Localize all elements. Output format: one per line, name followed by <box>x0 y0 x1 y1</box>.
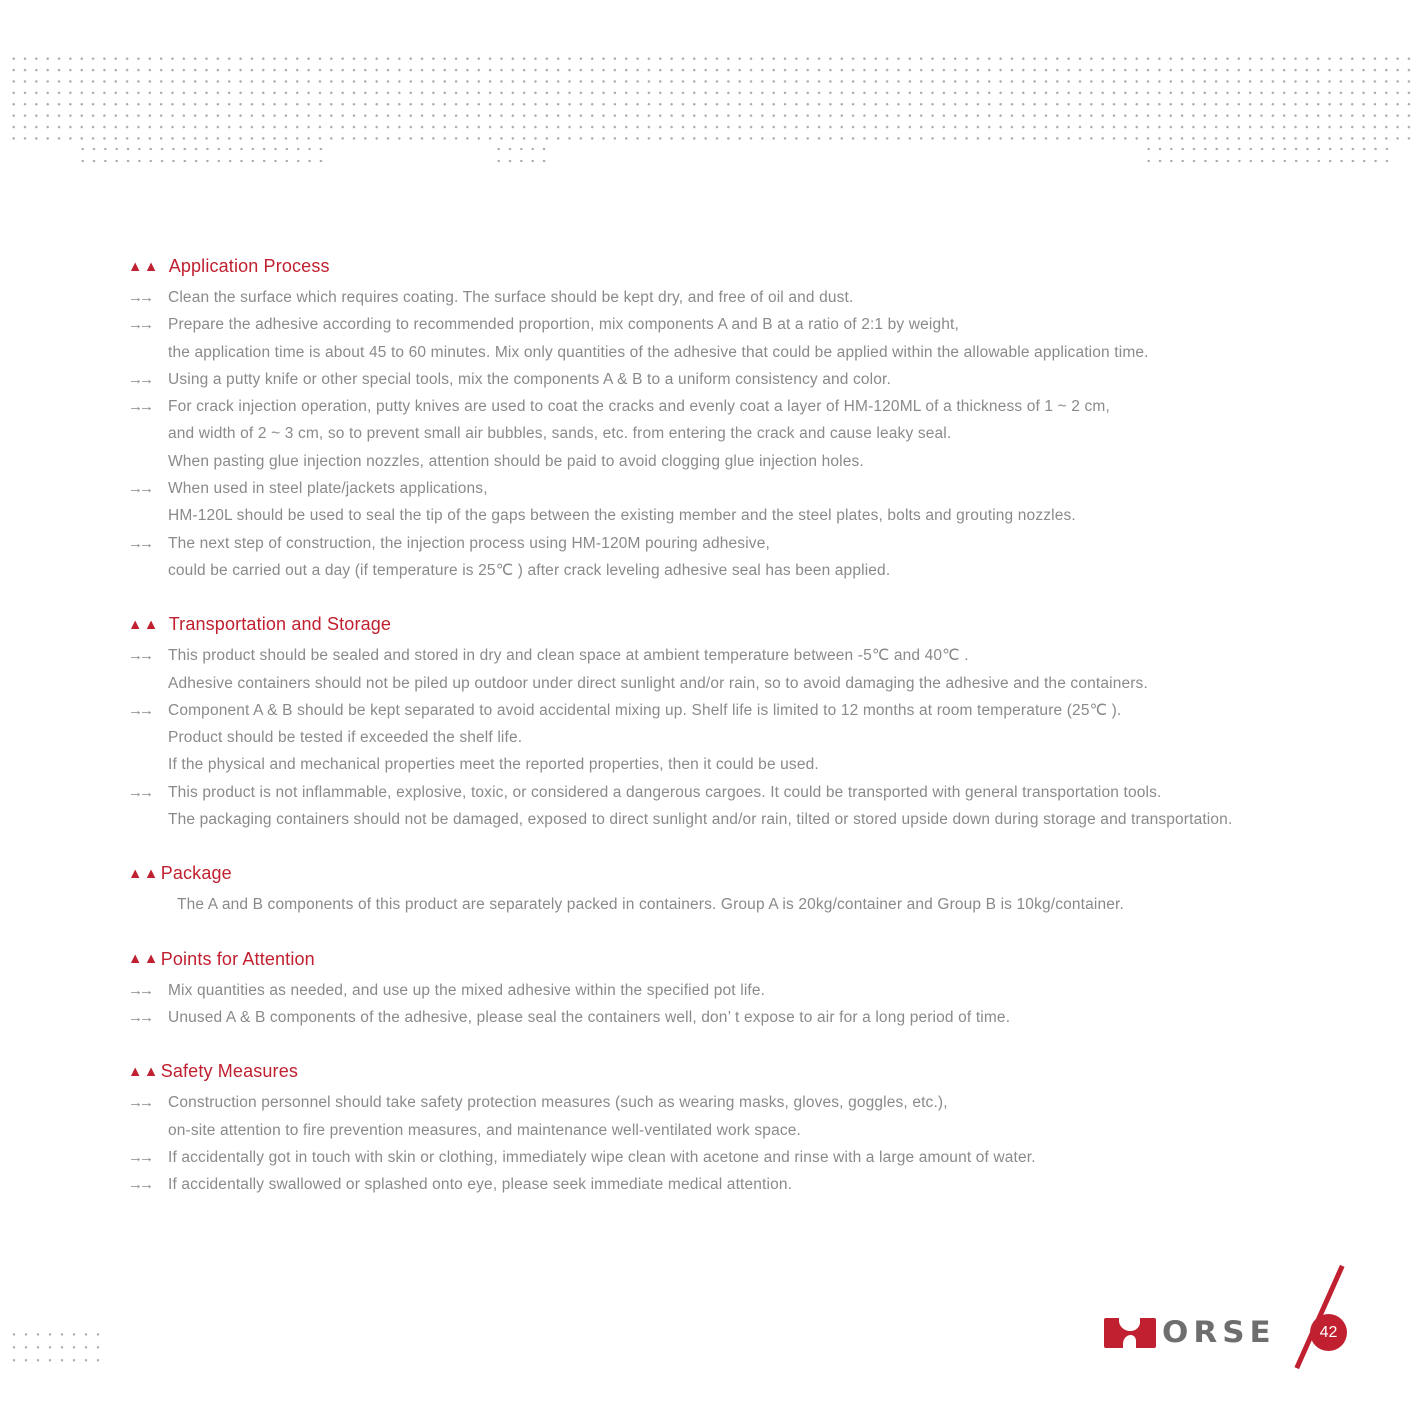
section-lines <box>128 642 1410 833</box>
text-line <box>128 475 1410 502</box>
section-marker-icon: ▲▲ <box>128 951 160 968</box>
bullet-arrow-icon <box>128 502 168 529</box>
top-dot-pattern <box>6 51 1411 141</box>
top-dot-pattern-extension-middle <box>491 141 551 165</box>
line-text: Unused A & B components of the adhesive, please seal the containers well, don’ t expose to air for a long period of time. <box>168 1008 1011 1026</box>
bullet-arrow-icon: →→ <box>128 534 150 552</box>
bullet-arrow-icon: →→ <box>128 701 150 719</box>
section <box>128 256 1410 584</box>
text-line <box>128 420 1410 447</box>
line-text: If accidentally got in touch with skin or clothing, immediately wipe clean with acetone and rinse with a large amount of water. <box>168 1148 1036 1166</box>
section-title: Package <box>160 863 232 884</box>
line-text: Clean the surface which requires coating. The surface should be kept dry, and free of oil and dust. <box>168 289 854 306</box>
line-text: HM-120L should be used to seal the tip of the gaps between the existing member and the steel plates, bolts and grouting nozzles. <box>168 507 1076 525</box>
section-lines <box>128 977 1410 1032</box>
line-text: Using a putty knife or other special tools, mix the components A & B to a uniform consistency and color. <box>168 370 891 388</box>
line-text: Prepare the adhesive according to recommended proportion, mix components A and B at a ratio of 2:1 by weight, <box>168 316 959 334</box>
bullet-arrow-icon: →→ <box>128 316 150 334</box>
line-text: For crack injection operation, putty knives are used to coat the cracks and evenly coat a layer of HM-120ML of a thickness of 1 ~ 2 cm, <box>168 398 1110 416</box>
logo-text: ORSE <box>1162 1315 1276 1350</box>
section-heading <box>128 1061 1410 1082</box>
section-marker-icon: ▲▲ <box>128 866 160 883</box>
text-line <box>128 977 1410 1004</box>
text-line <box>128 891 1410 918</box>
top-dot-pattern-extension-right <box>1141 141 1397 165</box>
line-text: and width of 2 ~ 3 cm, so to prevent small air bubbles, sands, etc. from entering the crack and cause leaky seal. <box>168 425 952 443</box>
line-text: This product should be sealed and stored in dry and clean space at ambient temperature between -5℃ and 40℃ . <box>168 647 969 665</box>
line-text: This product is not inflammable, explosive, toxic, or considered a dangerous cargoes. It could be transported with general transportation tools. <box>168 783 1162 801</box>
text-line <box>128 806 1410 833</box>
text-line <box>128 557 1410 584</box>
bullet-arrow-icon <box>128 448 168 475</box>
line-text: on-site attention to fire prevention measures, and maintenance well-ventilated work space. <box>168 1121 801 1139</box>
bottom-left-dot-pattern <box>6 1326 102 1365</box>
section-marker-icon: ▲▲ <box>128 1063 160 1080</box>
section-title: Application Process <box>168 256 330 276</box>
bullet-arrow-icon: →→ <box>128 1176 150 1194</box>
line-text: Construction personnel should take safety protection measures (such as wearing masks, gloves, goggles, etc.), <box>168 1094 948 1112</box>
bullet-arrow-icon: →→ <box>128 1148 150 1166</box>
bullet-arrow-icon: →→ <box>128 480 150 498</box>
section-title: Points for Attention <box>160 948 315 969</box>
bullet-arrow-icon <box>128 670 168 697</box>
line-text: Adhesive containers should not be piled up outdoor under direct sunlight and/or rain, so to avoid damaging the adhesive and the containers. <box>168 674 1148 692</box>
text-line <box>128 1171 1410 1198</box>
bullet-arrow-icon <box>128 1117 168 1144</box>
text-line <box>128 751 1410 778</box>
bullet-arrow-icon <box>128 557 168 584</box>
bullet-arrow-icon <box>128 724 168 751</box>
line-text: The A and B components of this product are separately packed in containers. Group A is 20kg/container and Group B is 10kg/container. <box>177 896 1124 914</box>
line-text: When pasting glue injection nozzles, attention should be paid to avoid clogging glue injection holes. <box>168 452 864 470</box>
section <box>128 1061 1410 1198</box>
line-text: the application time is about 45 to 60 minutes. Mix only quantities of the adhesive that could be applied within the allowable application time. <box>168 343 1149 361</box>
line-text: could be carried out a day (if temperature is 25℃ ) after crack leveling adhesive seal has been applied. <box>168 561 891 579</box>
bullet-arrow-icon <box>128 420 168 447</box>
bullet-arrow-icon: →→ <box>128 1008 150 1026</box>
section-heading <box>128 863 1410 884</box>
text-line <box>128 448 1410 475</box>
document-body <box>128 256 1410 1228</box>
section <box>128 863 1410 918</box>
line-text: Product should be tested if exceeded the shelf life. <box>168 729 523 747</box>
text-line <box>128 530 1410 557</box>
bullet-arrow-icon <box>128 751 168 778</box>
text-line <box>128 642 1410 669</box>
line-text: If the physical and mechanical properties meet the reported properties, then it could be used. <box>168 756 819 774</box>
text-line <box>128 311 1410 338</box>
section-title: Transportation and Storage <box>168 614 392 635</box>
text-line <box>128 284 1410 311</box>
text-line <box>128 339 1410 366</box>
text-line <box>128 1117 1410 1144</box>
section-marker-icon: ▲▲ <box>128 258 160 275</box>
text-line <box>128 1004 1410 1031</box>
page-number: 42 <box>1319 1323 1338 1341</box>
text-line <box>128 697 1410 724</box>
section-heading <box>128 949 1410 970</box>
bullet-arrow-icon: →→ <box>128 398 150 416</box>
line-text: Mix quantities as needed, and use up the mixed adhesive within the specified pot life. <box>168 981 766 999</box>
line-text: When used in steel plate/jackets applications, <box>168 480 488 498</box>
text-line <box>128 502 1410 529</box>
line-text: The next step of construction, the injection process using HM-120M pouring adhesive, <box>168 534 770 552</box>
section-lines <box>128 1089 1410 1198</box>
logo-horse-head-icon <box>1104 1318 1156 1348</box>
text-line <box>128 1089 1410 1116</box>
bullet-arrow-icon <box>128 339 168 366</box>
line-text: The packaging containers should not be damaged, exposed to direct sunlight and/or rain, tilted or stored upside down during storage and transportation. <box>168 811 1233 829</box>
text-line <box>128 1144 1410 1171</box>
text-line <box>128 670 1410 697</box>
bullet-arrow-icon <box>128 891 177 918</box>
section <box>128 614 1410 833</box>
page-number-badge <box>1310 1314 1347 1351</box>
section-lines <box>128 284 1410 584</box>
top-dot-pattern-extension-left <box>75 141 327 165</box>
bullet-arrow-icon <box>128 806 168 833</box>
section-heading <box>128 256 1410 277</box>
text-line <box>128 724 1410 751</box>
bullet-arrow-icon: →→ <box>128 981 150 999</box>
section-heading <box>128 614 1410 635</box>
section-lines <box>128 891 1410 918</box>
text-line <box>128 393 1410 420</box>
section-title: Safety Measures <box>160 1061 299 1082</box>
bullet-arrow-icon: →→ <box>128 647 150 665</box>
line-text: Component A & B should be kept separated to avoid accidental mixing up. Shelf life is limited to 12 months at room temperature (25℃ ). <box>168 701 1122 719</box>
bullet-arrow-icon: →→ <box>128 370 150 388</box>
section <box>128 949 1410 1032</box>
bullet-arrow-icon: →→ <box>128 1094 150 1112</box>
text-line <box>128 779 1410 806</box>
line-text: If accidentally swallowed or splashed onto eye, please seek immediate medical attention. <box>168 1176 793 1194</box>
section-marker-icon: ▲▲ <box>128 617 160 634</box>
bullet-arrow-icon: →→ <box>128 783 150 801</box>
text-line <box>128 366 1410 393</box>
bullet-arrow-icon: →→ <box>128 289 150 306</box>
brand-logo <box>1104 1315 1276 1350</box>
